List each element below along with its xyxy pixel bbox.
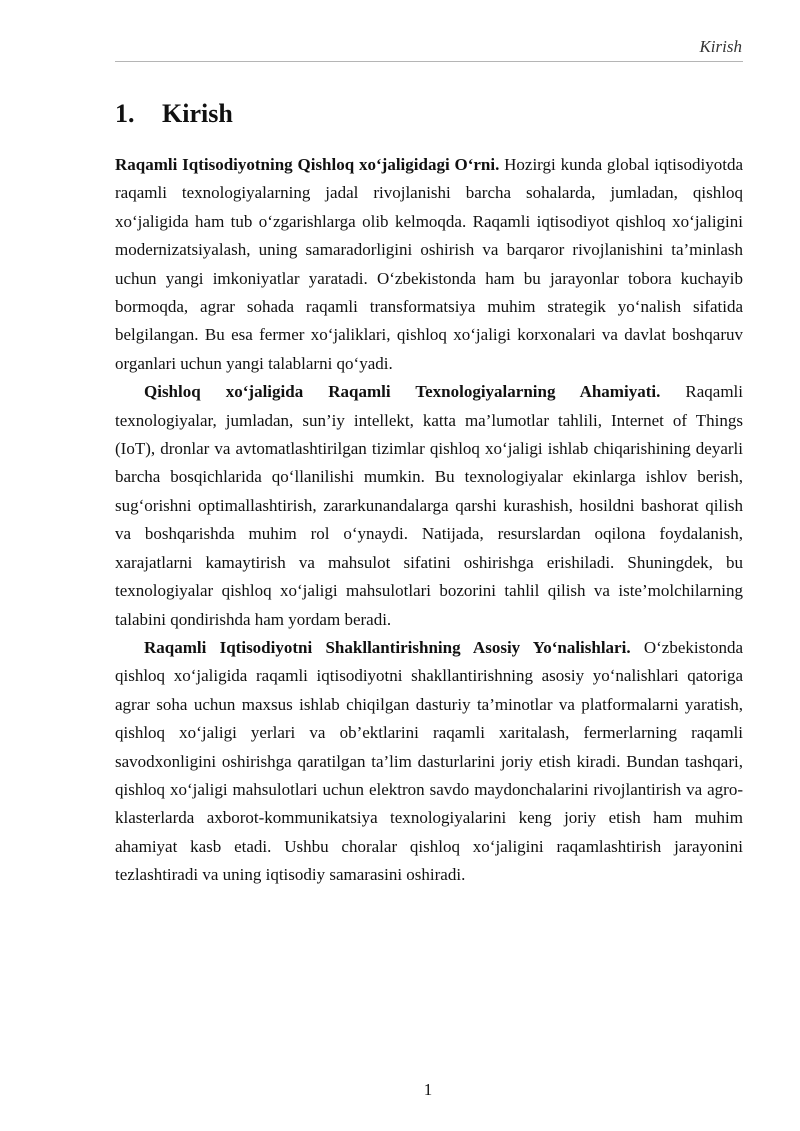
running-header: Kirish — [699, 37, 742, 56]
page-number: 1 — [423, 1080, 433, 1099]
paragraph-3-text: O‘zbekistonda qishloq xo‘jaligida raqamli iqtisodiyotni shakllantirishning asosiy yo‘nalishlari qatoriga agrar soha uchun maxsus ishlab chiqilgan dasturiy ta’minotlar va platformalarni yaratish, qishloq xo‘jaligi yerlari va ob’ektlarini raqamli xaritalash, fermerlarning raqamli savodxonligini oshirishga qaratilgan ta’lim dasturlarini joriy etish kiradi. Bundan tashqari, qishloq xo‘jaligi mahsulotlari uchun elektron savdo maydonchalarini rivojlantirish va agro-klasterlarda axborot-kommunikatsiya texnologiyalarini keng joriy etish ham muhim ahamiyat kasb etadi. Ushbu choralar qishloq xo‘jaligini raqamlashtirish jarayonini tezlashtiradi va uning iqtisodiy samarasini oshiradi. — [115, 637, 743, 885]
body-text — [115, 151, 743, 890]
paragraph-2 — [115, 378, 743, 634]
paragraph-3-heading: Raqamli Iqtisodiyotni Shakllantirishning Asosiy Yo‘nalishlari. — [144, 637, 631, 657]
chapter-title-text: Kirish — [162, 99, 233, 128]
paragraph-1-heading: Raqamli Iqtisodiyotning Qishloq xo‘jaligidagi O‘rni. — [115, 155, 500, 174]
paragraph-1 — [115, 151, 743, 378]
chapter-title — [115, 96, 233, 132]
paragraph-2-text: Raqamli texnologiyalar, jumladan, sun’iy intellekt, katta ma’lumotlar tahlili, Internet of Things (IoT), dronlar va avtomatlashtirilgan tizimlar qishloq xo‘jaligi ishlab chiqarishining deyarli barcha bosqichlarida qo‘llanilishi mumkin. Bu texnologiyalar ekinlarga ishlov berish, sug‘orishni optimallashtirish, zararkunandalarga qarshi kurashish, hosildni bashorat qilish va boshqarishda muhim rol o‘ynaydi. Natijada, resurslardan oqilona foydalanish, xarajatlarni kamaytirish va mahsulot sifatini oshirishga erishiladi. Shuningdek, bu texnologiyalar qishloq xo‘jaligi mahsulotlari bozorini tahlil qilish va iste’molchilarning talabini qondirishda ham yordam beradi. — [115, 382, 743, 629]
chapter-number: 1. — [115, 99, 135, 128]
paragraph-1-text: Hozirgi kunda global iqtisodiyotda raqamli texnologiyalarning jadal rivojlanishi barcha sohalarda, jumladan, qishloq xo‘jaligida ham tub o‘zgarishlarga olib kelmoqda. Raqamli iqtisodiyot qishloq xo‘jaligini modernizatsiyalash, uning samaradorligini oshirish va barqaror rivojlanishini ta’minlash uchun yangi imkoniyatlar yaratadi. O‘zbekistonda ham bu jarayonlar tobora kuchayib bormoqda, agrar sohada raqamli transformatsiya muhim strategik yo‘nalish sifatida belgilangan. Bu esa fermer xo‘jaliklari, qishloq xo‘jaligi korxonalari va davlat boshqaruv organlari uchun yangi talablarni qo‘yadi. — [115, 155, 743, 373]
header-divider — [115, 61, 743, 62]
paragraph-2-heading: Qishloq xo‘jaligida Raqamli Texnologiyalarning Ahamiyati. — [144, 382, 661, 402]
paragraph-3 — [115, 634, 743, 890]
